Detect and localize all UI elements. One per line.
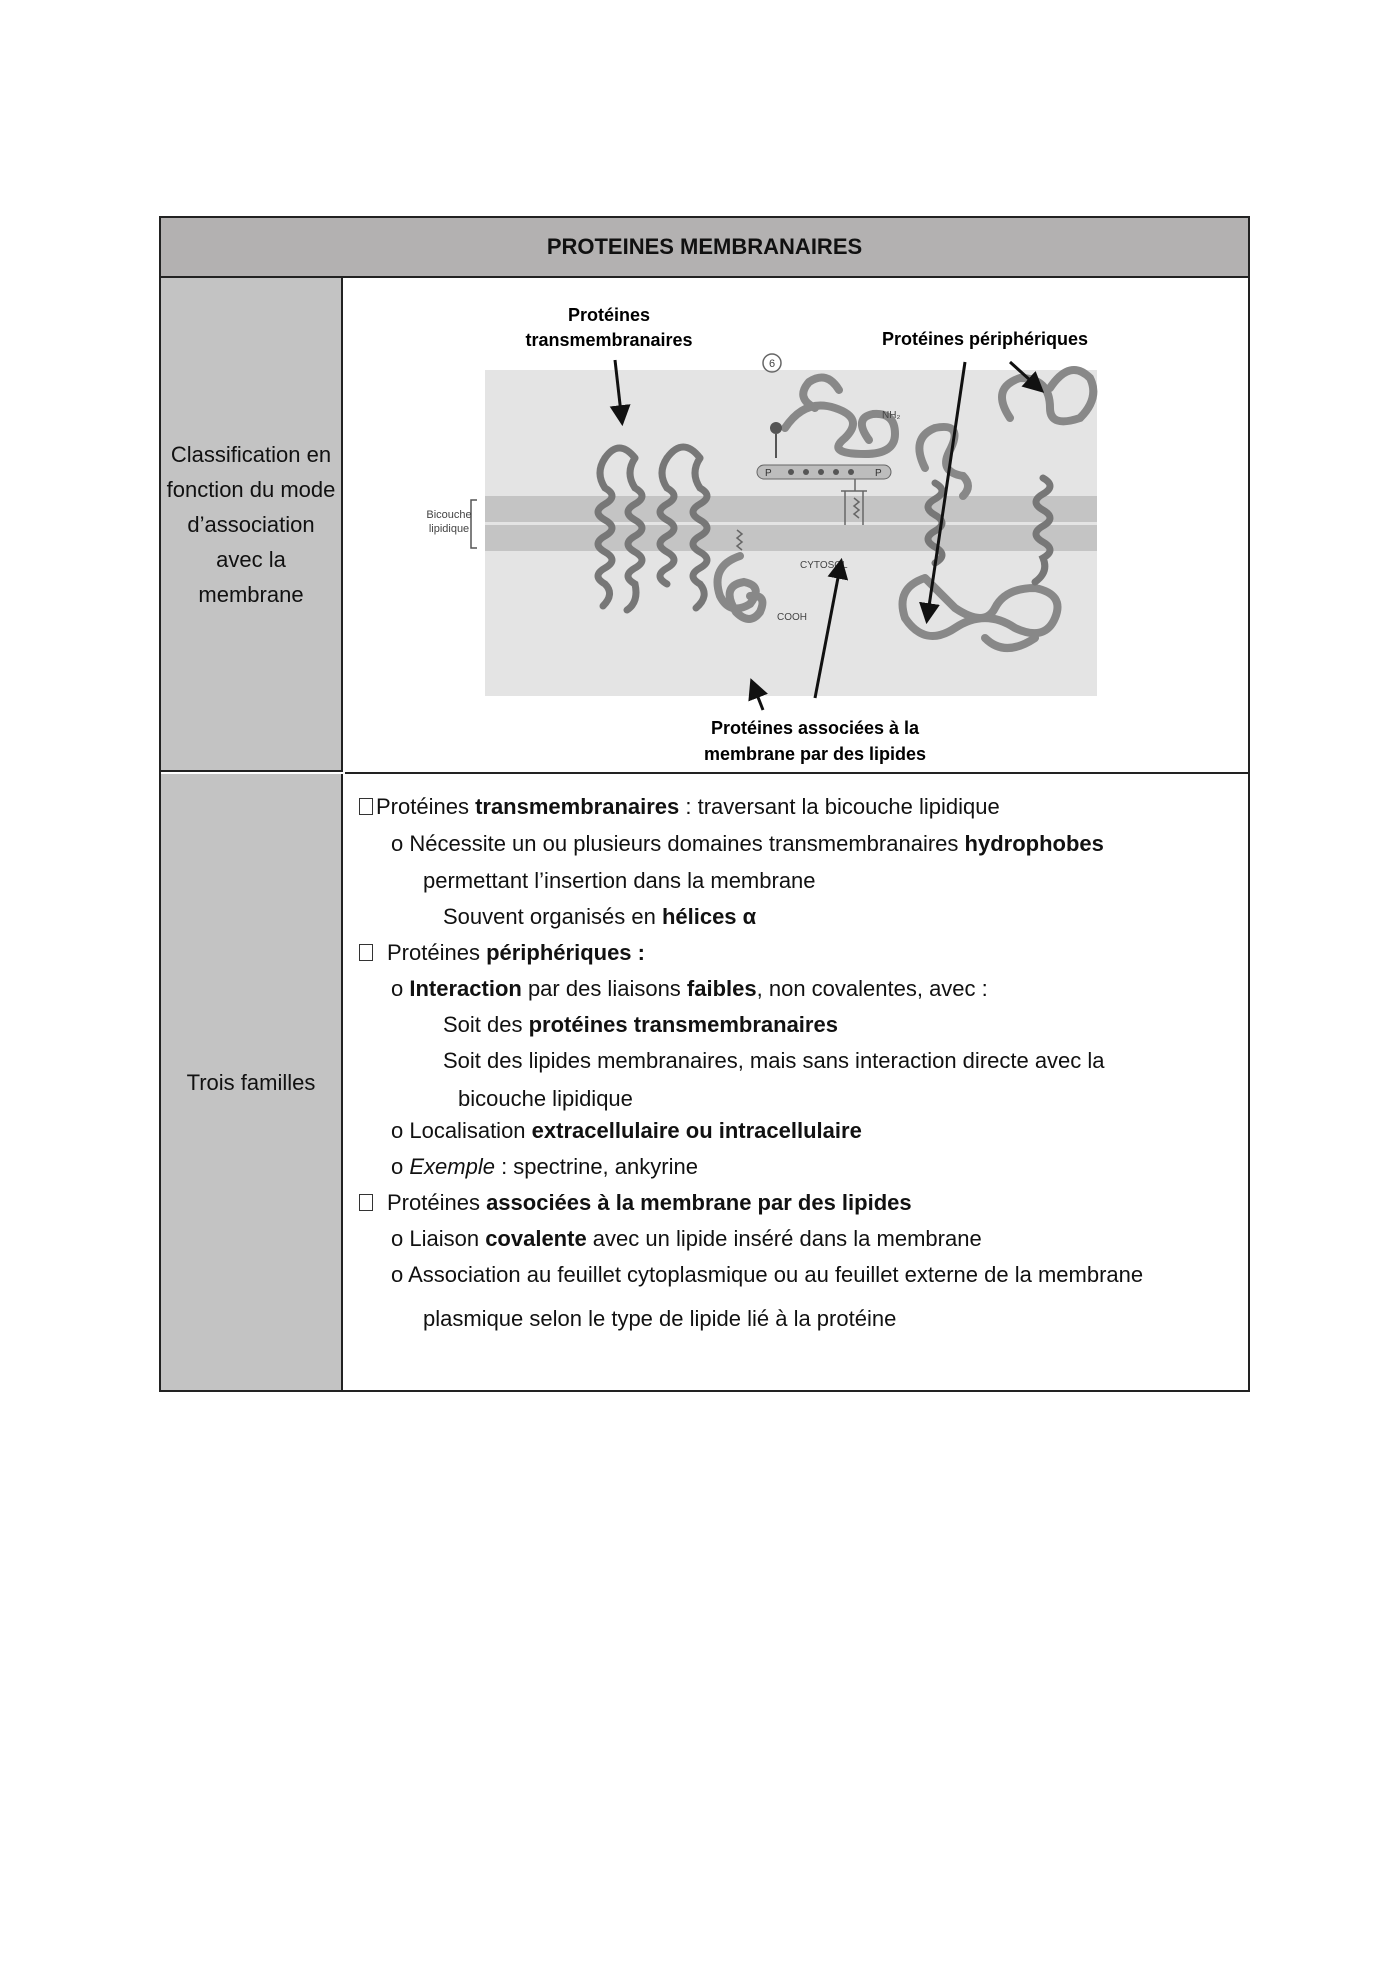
table-header: PROTEINES MEMBRANAIRES — [161, 218, 1248, 278]
row-label-classification — [161, 278, 343, 772]
row-label-families — [161, 774, 343, 1390]
transmembrane-label-2: transmembranaires — [525, 330, 693, 350]
family-2-sub-1: o Interaction par des liaisons faibles, non covalentes, avec : — [391, 976, 988, 1001]
families-label: Trois familles — [186, 1069, 316, 1095]
family-2-sub-3: Soit des lipides membranaires, mais sans interaction directe avec la — [443, 1048, 1105, 1073]
family-2-sub-3b: bicouche lipidique — [458, 1086, 633, 1111]
family-1-sub-2: Souvent organisés en hélices α — [443, 904, 757, 929]
bilayer-inner-leaflet — [485, 525, 1097, 551]
family-1-sub-1: o Nécessite un ou plusieurs domaines transmembranaires hydrophobes — [391, 831, 1104, 856]
p-label-left: P — [765, 468, 772, 479]
bicouche-label-1: Bicouche — [426, 509, 472, 521]
membrane-protein-figure — [345, 278, 1250, 772]
cooh-label: COOH — [777, 612, 807, 623]
family-2-line: Protéines périphériques : — [359, 940, 645, 966]
circle-label: 6 — [768, 358, 776, 370]
checkbox-icon — [359, 798, 373, 815]
lipid-label-2: membrane par des lipides — [703, 744, 927, 764]
family-1-sub-1b: permettant l’insertion dans la membrane — [423, 868, 816, 893]
bicouche-label-2: lipidique — [428, 523, 470, 535]
bilayer-outer-leaflet — [485, 496, 1097, 522]
p-label-right: P — [875, 468, 882, 479]
cytosol-label: CYTOSOL — [800, 560, 848, 571]
family-3-sub-1: o Liaison covalente avec un lipide inséré dans la membrane — [391, 1226, 982, 1251]
family-3-sub-2b: plasmique selon le type de lipide lié à la protéine — [423, 1306, 897, 1331]
family-2-sub-2: Soit des protéines transmembranaires — [443, 1012, 838, 1037]
peripheral-label: Protéines périphériques — [881, 329, 1089, 349]
checkbox-icon — [359, 1194, 373, 1211]
transmembrane-label-1: Protéines — [567, 305, 651, 325]
family-3-sub-2: o Association au feuillet cytoplasmique ou au feuillet externe de la membrane — [391, 1262, 1144, 1287]
lipid-label-1: Protéines associées à la — [710, 718, 920, 738]
nh2-label: NH₂ — [882, 410, 901, 421]
protein-table — [159, 216, 1250, 1392]
family-2-sub-4: o Localisation extracellulaire ou intracellulaire — [391, 1118, 862, 1143]
family-1-line: Protéines transmembranaires : traversant la bicouche lipidique — [359, 794, 1000, 820]
checkbox-icon — [359, 944, 373, 961]
figure-cell — [345, 278, 1248, 774]
family-3-line: Protéines associées à la membrane par des lipides — [359, 1190, 912, 1216]
family-2-sub-5: o Exemple : spectrine, ankyrine — [391, 1154, 698, 1179]
classification-label: Classification en fonction du mode d’association avec la membrane — [166, 441, 336, 607]
families-cell — [345, 774, 1248, 1390]
